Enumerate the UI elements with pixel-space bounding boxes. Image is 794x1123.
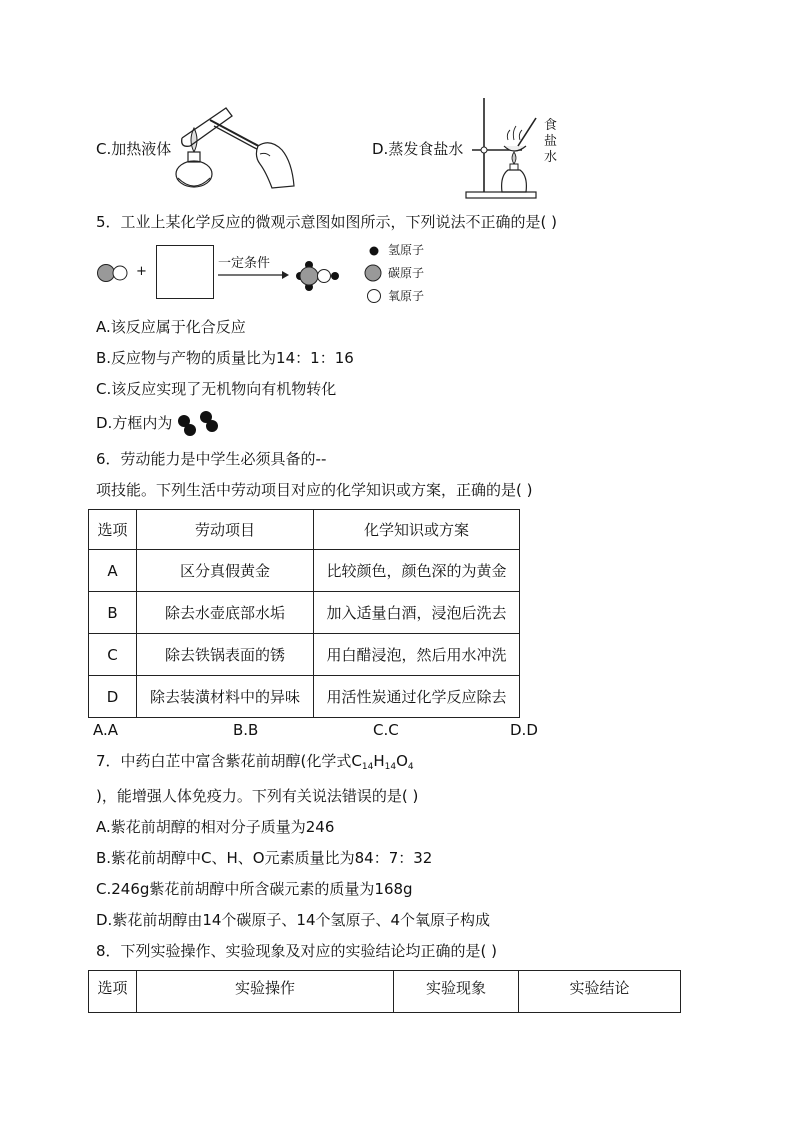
reaction-arrow: [218, 270, 290, 280]
table-cell: A: [89, 550, 137, 592]
table-cell: 区分真假黄金: [137, 550, 314, 592]
legend-oxygen-icon: [366, 288, 382, 304]
table-cell: 加入适量白酒，浸泡后洗去: [314, 592, 520, 634]
table-cell: 除去铁锅表面的锈: [137, 634, 314, 676]
table-cell: 除去水壶底部水垢: [137, 592, 314, 634]
hydrogen-molecules-icon: [176, 409, 220, 437]
q5-option-a: A.该反应属于化合反应: [96, 318, 246, 336]
q4-option-c-label: C.加热液体: [96, 140, 172, 158]
plus-sign: +: [136, 264, 147, 279]
formula-h-subscript: 14: [384, 762, 397, 772]
formula-h: H: [373, 752, 385, 770]
q7-option-c: C.246g紫花前胡醇中所含碳元素的质量为168g: [96, 880, 413, 898]
table-cell: 除去装潢材料中的异味: [137, 676, 314, 718]
legend-oxygen-label: 氧原子: [388, 289, 425, 303]
q8-table: [88, 970, 681, 1013]
q6-header-task: 劳动项目: [137, 510, 314, 550]
reaction-condition: 一定条件: [218, 256, 271, 271]
q8-header-operation: 实验操作: [137, 971, 394, 1013]
q6-table-header-row: [89, 510, 520, 550]
q4-option-d-label: D.蒸发食盐水: [372, 140, 464, 158]
q7-stem-prefix: 7．中药白芷中富含紫花前胡醇(化学式: [96, 752, 352, 770]
salt-water-label-char-3: 水: [544, 150, 558, 165]
table-cell: D: [89, 676, 137, 718]
table-row: [89, 634, 520, 676]
reactant-co-molecule: [96, 262, 132, 284]
legend-carbon-icon: [364, 264, 382, 282]
table-cell: 用活性炭通过化学反应除去: [314, 676, 520, 718]
q8-header-phenomenon: 实验现象: [394, 971, 519, 1013]
table-row: [89, 550, 520, 592]
q6-table: [88, 509, 520, 718]
legend-hydrogen-icon: [368, 245, 380, 257]
heating-liquid-figure: [170, 102, 300, 192]
product-methanol-molecule: [292, 259, 342, 293]
legend-hydrogen-label: 氢原子: [388, 243, 425, 257]
formula-o: O: [396, 752, 408, 770]
q5-option-c: C.该反应实现了无机物向有机物转化: [96, 380, 337, 398]
q7-option-d: D.紫花前胡醇由14个碳原子、14个氢原子、4个氧原子构成: [96, 911, 491, 929]
unknown-reactant-box: [156, 245, 214, 299]
q5-option-d: D.方框内为: [96, 414, 173, 432]
q6-header-knowledge: 化学知识或方案: [314, 510, 520, 550]
table-cell: 比较颜色，颜色深的为黄金: [314, 550, 520, 592]
q6-answer-d: D.D: [510, 721, 538, 739]
salt-water-label-char-1: 食: [544, 118, 558, 133]
q7-stem-line2: )，能增强人体免疫力。下列有关说法错误的是( ): [96, 787, 419, 805]
table-row: [89, 592, 520, 634]
q5-option-b: B.反应物与产物的质量比为14：1：16: [96, 349, 354, 367]
q8-header-option: 选项: [89, 971, 137, 1013]
formula-o-subscript: 4: [407, 762, 414, 772]
table-row: [89, 676, 520, 718]
q8-table-header-row: [89, 971, 681, 1013]
q8-stem: 8．下列实验操作、实验现象及对应的实验结论均正确的是( ): [96, 942, 498, 960]
q7-stem-line1: [96, 752, 414, 770]
q5-stem: 5．工业上某化学反应的微观示意图如图所示，下列说法不正确的是( ): [96, 213, 558, 231]
salt-water-label-char-2: 盐: [544, 134, 558, 149]
q7-option-b: B.紫花前胡醇中C、H、O元素质量比为84：7：32: [96, 849, 433, 867]
q6-answer-a: A.A: [93, 721, 119, 739]
evaporation-apparatus-figure: [462, 96, 542, 200]
q6-answer-b: B.B: [233, 721, 259, 739]
formula-c: C: [351, 752, 362, 770]
q6-header-option: 选项: [89, 510, 137, 550]
table-cell: 用白醋浸泡，然后用水冲洗: [314, 634, 520, 676]
q7-option-a: A.紫花前胡醇的相对分子质量为246: [96, 818, 335, 836]
table-cell: B: [89, 592, 137, 634]
q6-answer-c: C.C: [373, 721, 399, 739]
q6-stem-line2: 项技能。下列生活中劳动项目对应的化学知识或方案，正确的是( ): [96, 481, 533, 499]
table-cell: C: [89, 634, 137, 676]
q6-stem-line1: 6．劳动能力是中学生必须具备的--: [96, 450, 327, 468]
formula-c-subscript: 14: [361, 762, 374, 772]
q8-header-conclusion: 实验结论: [519, 971, 681, 1013]
legend-carbon-label: 碳原子: [388, 266, 425, 280]
